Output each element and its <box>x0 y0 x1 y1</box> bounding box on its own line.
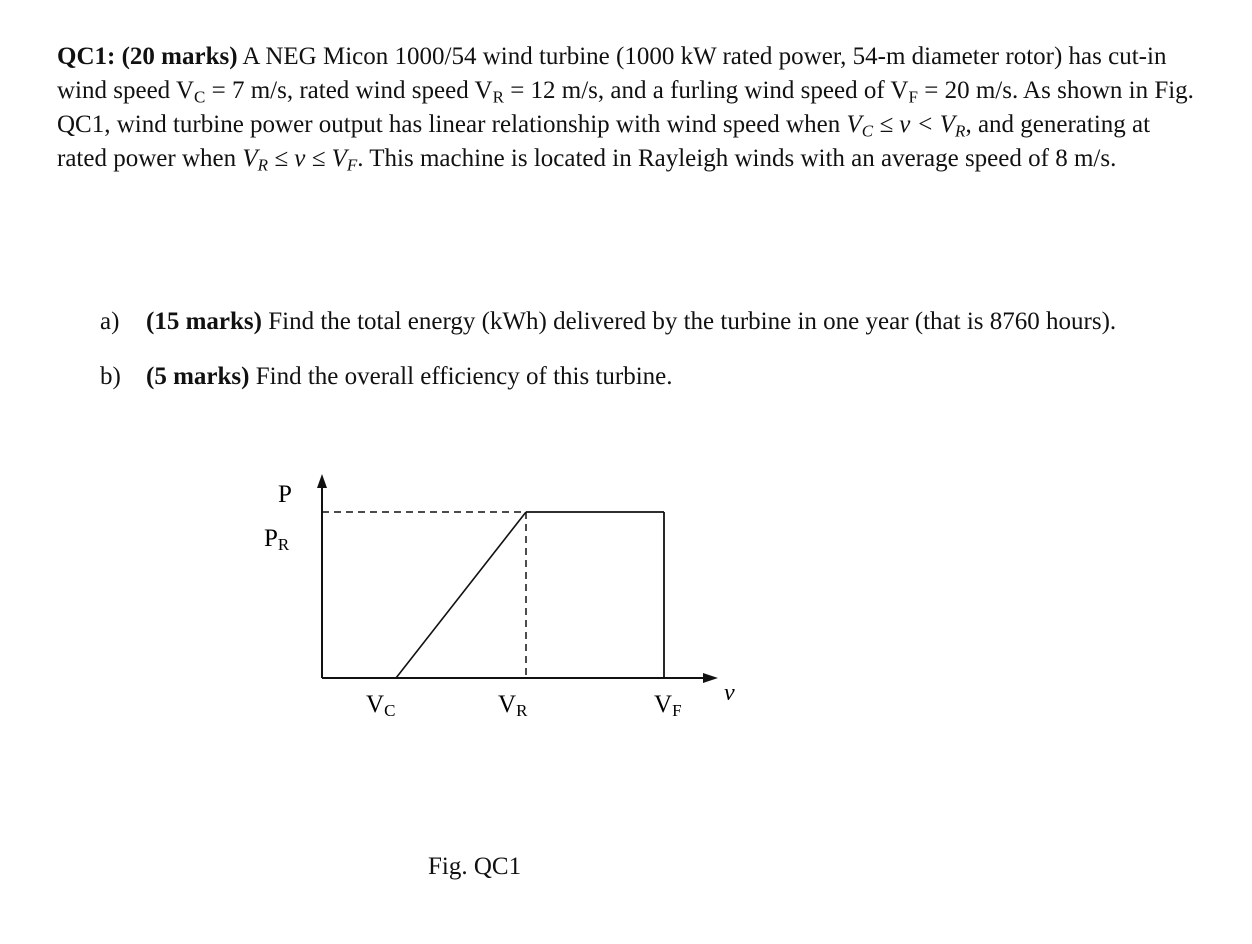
math-symbol: V <box>939 111 956 138</box>
cut-in-speed-label: VC <box>366 691 396 720</box>
part-text <box>146 305 1200 338</box>
part-body: Find the overall efficiency of this turbine. <box>249 363 673 390</box>
subscript: C <box>194 87 206 107</box>
question-text: = 7 m/s, rated wind speed V <box>205 77 493 104</box>
rated-power-label: PR <box>264 525 290 554</box>
linear-ramp-line <box>396 512 526 678</box>
x-axis-arrow-icon <box>703 673 718 683</box>
subscript: F <box>908 87 918 107</box>
rated-speed-label: VR <box>498 691 528 720</box>
subscript: R <box>955 121 966 141</box>
question-text: = 12 m/s, and a furling wind speed of V <box>503 77 909 104</box>
math-symbol: V <box>331 145 347 172</box>
part-label: a) <box>100 308 120 335</box>
part-text <box>146 360 1200 393</box>
subscript: R <box>257 155 269 175</box>
part-marks: (5 marks) <box>146 363 250 390</box>
question-text: = 20 m/s. As shown in Fig. QC1, wind turbine power output has linear relationship with wind speed when <box>57 77 1194 138</box>
subscript: F <box>346 155 358 175</box>
question-text: A NEG Micon 1000/54 wind turbine (1000 kW rated power, 54-m diameter rotor) has cut-in wind speed V <box>57 43 1167 104</box>
math-symbol: ≤ v < <box>873 111 940 138</box>
subscript: C <box>861 121 874 141</box>
x-axis-label: v <box>724 680 735 706</box>
question-text: , and generating at rated power when <box>57 111 1151 172</box>
y-axis-label: P <box>278 481 292 508</box>
math-symbol: ≤ v ≤ <box>268 145 332 172</box>
subscript: R <box>492 87 504 107</box>
y-axis-arrow-icon <box>317 474 327 488</box>
part-marks: (15 marks) <box>146 308 262 335</box>
math-symbol: V <box>846 111 862 138</box>
question-text: . This machine is located in Rayleigh winds with an average speed of 8 m/s. <box>357 145 1117 172</box>
part-body: Find the total energy (kWh) delivered by the turbine in one year (that is 8760 hours). <box>261 308 1117 335</box>
part-label: b) <box>100 363 121 390</box>
question-heading: QC1: <box>57 43 116 70</box>
part-a <box>100 305 1200 338</box>
math-symbol: V <box>242 145 258 172</box>
power-curve-figure <box>240 460 800 740</box>
part-b <box>100 360 1200 393</box>
question-parts <box>100 305 1200 415</box>
furling-speed-label: VF <box>654 691 682 720</box>
question-marks: (20 marks) <box>121 43 238 70</box>
question-paragraph <box>57 40 1197 176</box>
figure-caption: Fig. QC1 <box>428 853 522 880</box>
